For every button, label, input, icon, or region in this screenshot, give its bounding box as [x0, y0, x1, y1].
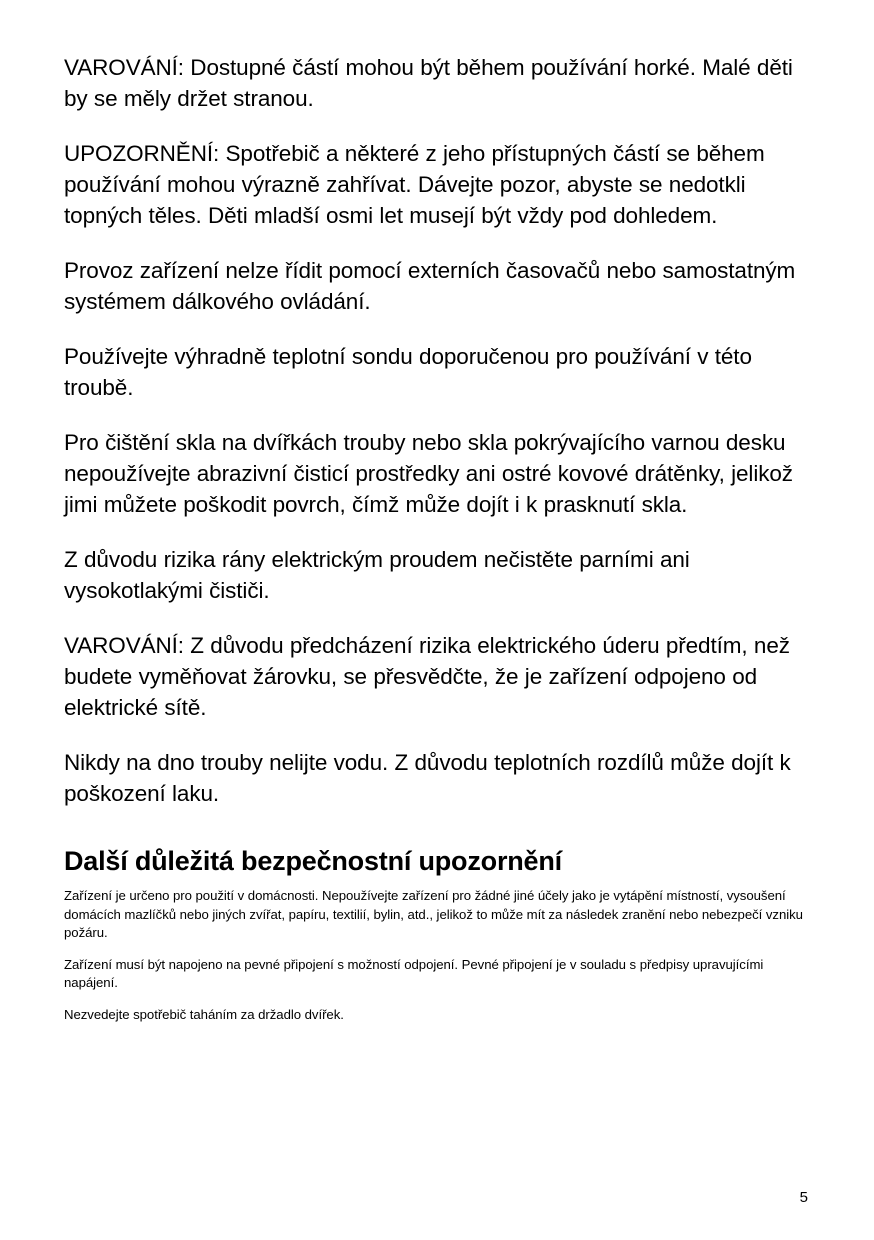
- page-content: [64, 52, 812, 1024]
- warning-paragraph-4: Používejte výhradně teplotní sondu doporučenou pro používání v této troubě.: [64, 344, 752, 400]
- section-paragraph-2: Zařízení musí být napojeno na pevné připojení s možností odpojení. Pevné připojení je v souladu s předpisy upravujícími napájení.: [64, 956, 764, 990]
- section-heading: Další důležitá bezpečnostní upozornění: [64, 846, 562, 876]
- warning-paragraph-1: VAROVÁNÍ: Dostupné částí mohou být během používání horké. Malé děti by se měly držet stranou.: [64, 55, 793, 111]
- warning-paragraph-3: Provoz zařízení nelze řídit pomocí externích časovačů nebo samostatným systémem dálkového ovládání.: [64, 258, 796, 314]
- section-paragraph-3: Nezvedejte spotřebič taháním za držadlo dvířek.: [64, 1006, 344, 1022]
- warning-paragraph-8: Nikdy na dno trouby nelijte vodu. Z důvodu teplotních rozdílů může dojít k poškození laku.: [64, 750, 791, 806]
- warning-paragraph-6: Z důvodu rizika rány elektrickým proudem nečistěte parními ani vysokotlakými čističi.: [64, 547, 690, 603]
- section-paragraph-1: Zařízení je určeno pro použití v domácnosti. Nepoužívejte zařízení pro žádné jiné účely jako je vytápění místností, vysoušení domácích mazlíčků nebo jiných zvířat, papíru, textilií, bylin, atd., jelikož to může mít za následek zranění nebo nebezpečí vzniku požáru.: [64, 888, 803, 940]
- warning-paragraph-2: UPOZORNĚNÍ: Spotřebič a některé z jeho přístupných částí se během používání mohou výrazně zahřívat. Dávejte pozor, abyste se nedotkli topných těles. Děti mladší osmi let musejí být vždy pod dohledem.: [64, 141, 765, 228]
- page-number: 5: [799, 1189, 808, 1206]
- warning-paragraph-7: VAROVÁNÍ: Z důvodu předcházení rizika elektrického úderu předtím, než budete vyměňovat žárovku, se přesvědčte, že je zařízení odpojeno od elektrické sítě.: [64, 633, 790, 720]
- warning-paragraph-5: Pro čištění skla na dvířkách trouby nebo skla pokrývajícího varnou desku nepoužívejte abrazivní čisticí prostředky ani ostré kovové drátěnky, jelikož jimi můžete poškodit povrch, čímž může dojít i k prasknutí skla.: [64, 430, 793, 517]
